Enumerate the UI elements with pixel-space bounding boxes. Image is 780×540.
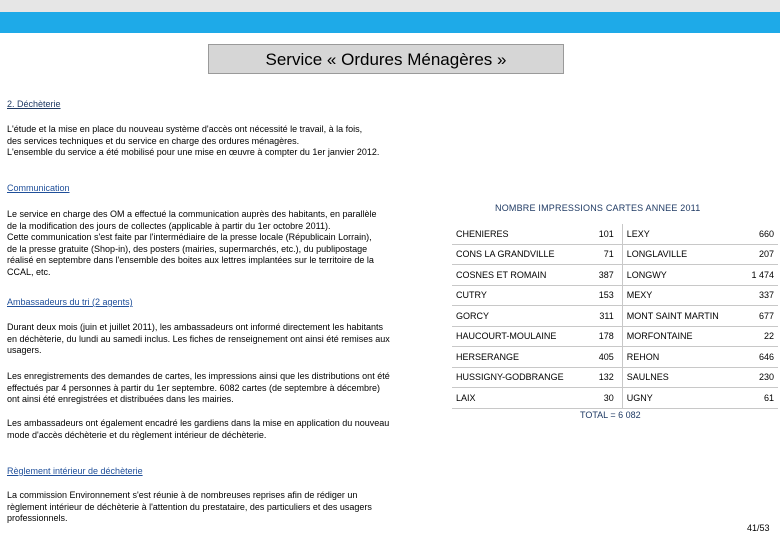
page-title: Service « Ordures Ménagères » xyxy=(208,44,564,74)
ambassadeurs-text-1: Durant deux mois (juin et juillet 2011), les ambassadeurs ont informé directement les habitants en déchèterie, du lundi au samedi inclus. Les fiches de renseignement ont ainsi été remises aux usagers. xyxy=(7,322,390,355)
ambassadeurs-text-3: Les ambassadeurs ont également encadré les gardiens dans la mise en application du nouveau mode d'accès déchèterie et du règlement intérieur de déchèterie. xyxy=(7,418,390,440)
cards-table xyxy=(452,224,778,409)
commune-cell: LAIX xyxy=(452,388,590,409)
table-row xyxy=(452,265,778,286)
commune-cell: MONT SAINT MARTIN xyxy=(622,306,741,327)
count-cell: 61 xyxy=(742,388,778,409)
count-cell: 71 xyxy=(590,244,623,265)
commune-cell: MEXY xyxy=(622,285,741,306)
count-cell: 22 xyxy=(742,326,778,347)
communication-text: Le service en charge des OM a effectué la communication auprès des habitants, en parallèle de la modification des jours de collectes (applicable à partir du 1er octobre 2011). Cette communication s'est faite par l'intermédiaire de la presse locale (Républicain Lorrain), de la presse gratuite (Shop-in), des posters (mairies, supermarchés, etc.), du publipostage réalisé en septembre dans l'ensemble des boites aux lettres implantées sur le territoire de la CCAL, etc. xyxy=(7,209,377,277)
commune-cell: HERSERANGE xyxy=(452,347,590,368)
count-cell: 132 xyxy=(590,367,623,388)
table-row xyxy=(452,388,778,409)
count-cell: 405 xyxy=(590,347,623,368)
commune-cell: CUTRY xyxy=(452,285,590,306)
decheterie-text: L'étude et la mise en place du nouveau système d'accès ont nécessité le travail, à la fois, des services techniques et du service en charge des ordures ménagères. L'ensemble du service a été mobilisé pour une mise en œuvre à compter du 1er janvier 2012. xyxy=(7,124,380,157)
reglement-text: La commission Environnement s'est réunie à de nombreuses reprises afin de rédiger un règlement intérieur de déchèterie à l'attention du prestataire, des particuliers et des usagers professionnels. xyxy=(7,490,372,523)
commune-cell: COSNES ET ROMAIN xyxy=(452,265,590,286)
decheterie-heading: 2. Déchèterie xyxy=(7,99,61,109)
commune-cell: REHON xyxy=(622,347,741,368)
commune-cell: LEXY xyxy=(622,224,741,244)
table-row xyxy=(452,285,778,306)
cards-table-title: NOMBRE IMPRESSIONS CARTES ANNEE 2011 xyxy=(495,203,701,213)
table-row xyxy=(452,306,778,327)
count-cell: 311 xyxy=(590,306,623,327)
count-cell: 646 xyxy=(742,347,778,368)
commune-cell: HAUCOURT-MOULAINE xyxy=(452,326,590,347)
commune-cell: GORCY xyxy=(452,306,590,327)
commune-cell: SAULNES xyxy=(622,367,741,388)
commune-cell: MORFONTAINE xyxy=(622,326,741,347)
count-cell: 30 xyxy=(590,388,623,409)
count-cell: 1 474 xyxy=(742,265,778,286)
table-row xyxy=(452,347,778,368)
count-cell: 153 xyxy=(590,285,623,306)
commune-cell: UGNY xyxy=(622,388,741,409)
table-row xyxy=(452,326,778,347)
table-row xyxy=(452,367,778,388)
top-gray-band xyxy=(0,0,780,12)
commune-cell: LONGWY xyxy=(622,265,741,286)
table-row xyxy=(452,224,778,244)
top-blue-band xyxy=(0,12,780,33)
count-cell: 230 xyxy=(742,367,778,388)
total-label: TOTAL = 6 082 xyxy=(580,410,641,420)
count-cell: 207 xyxy=(742,244,778,265)
ambassadeurs-heading: Ambassadeurs du tri (2 agents) xyxy=(7,297,133,307)
count-cell: 387 xyxy=(590,265,623,286)
count-cell: 101 xyxy=(590,224,623,244)
count-cell: 660 xyxy=(742,224,778,244)
count-cell: 337 xyxy=(742,285,778,306)
commune-cell: CHENIERES xyxy=(452,224,590,244)
ambassadeurs-text-2: Les enregistrements des demandes de cartes, les impressions ainsi que les distributions ont été effectués par 4 personnes à partir du 1er septembre. 6082 cartes (de septembre à décembre) ont ainsi été enregistrées et distribuées dans les mairies. xyxy=(7,371,390,404)
commune-cell: LONGLAVILLE xyxy=(622,244,741,265)
count-cell: 677 xyxy=(742,306,778,327)
page-number: 41/53 xyxy=(747,523,770,533)
count-cell: 178 xyxy=(590,326,623,347)
table-row xyxy=(452,244,778,265)
reglement-heading: Règlement intérieur de déchèterie xyxy=(7,466,143,476)
commune-cell: CONS LA GRANDVILLE xyxy=(452,244,590,265)
commune-cell: HUSSIGNY-GODBRANGE xyxy=(452,367,590,388)
communication-heading: Communication xyxy=(7,183,70,193)
